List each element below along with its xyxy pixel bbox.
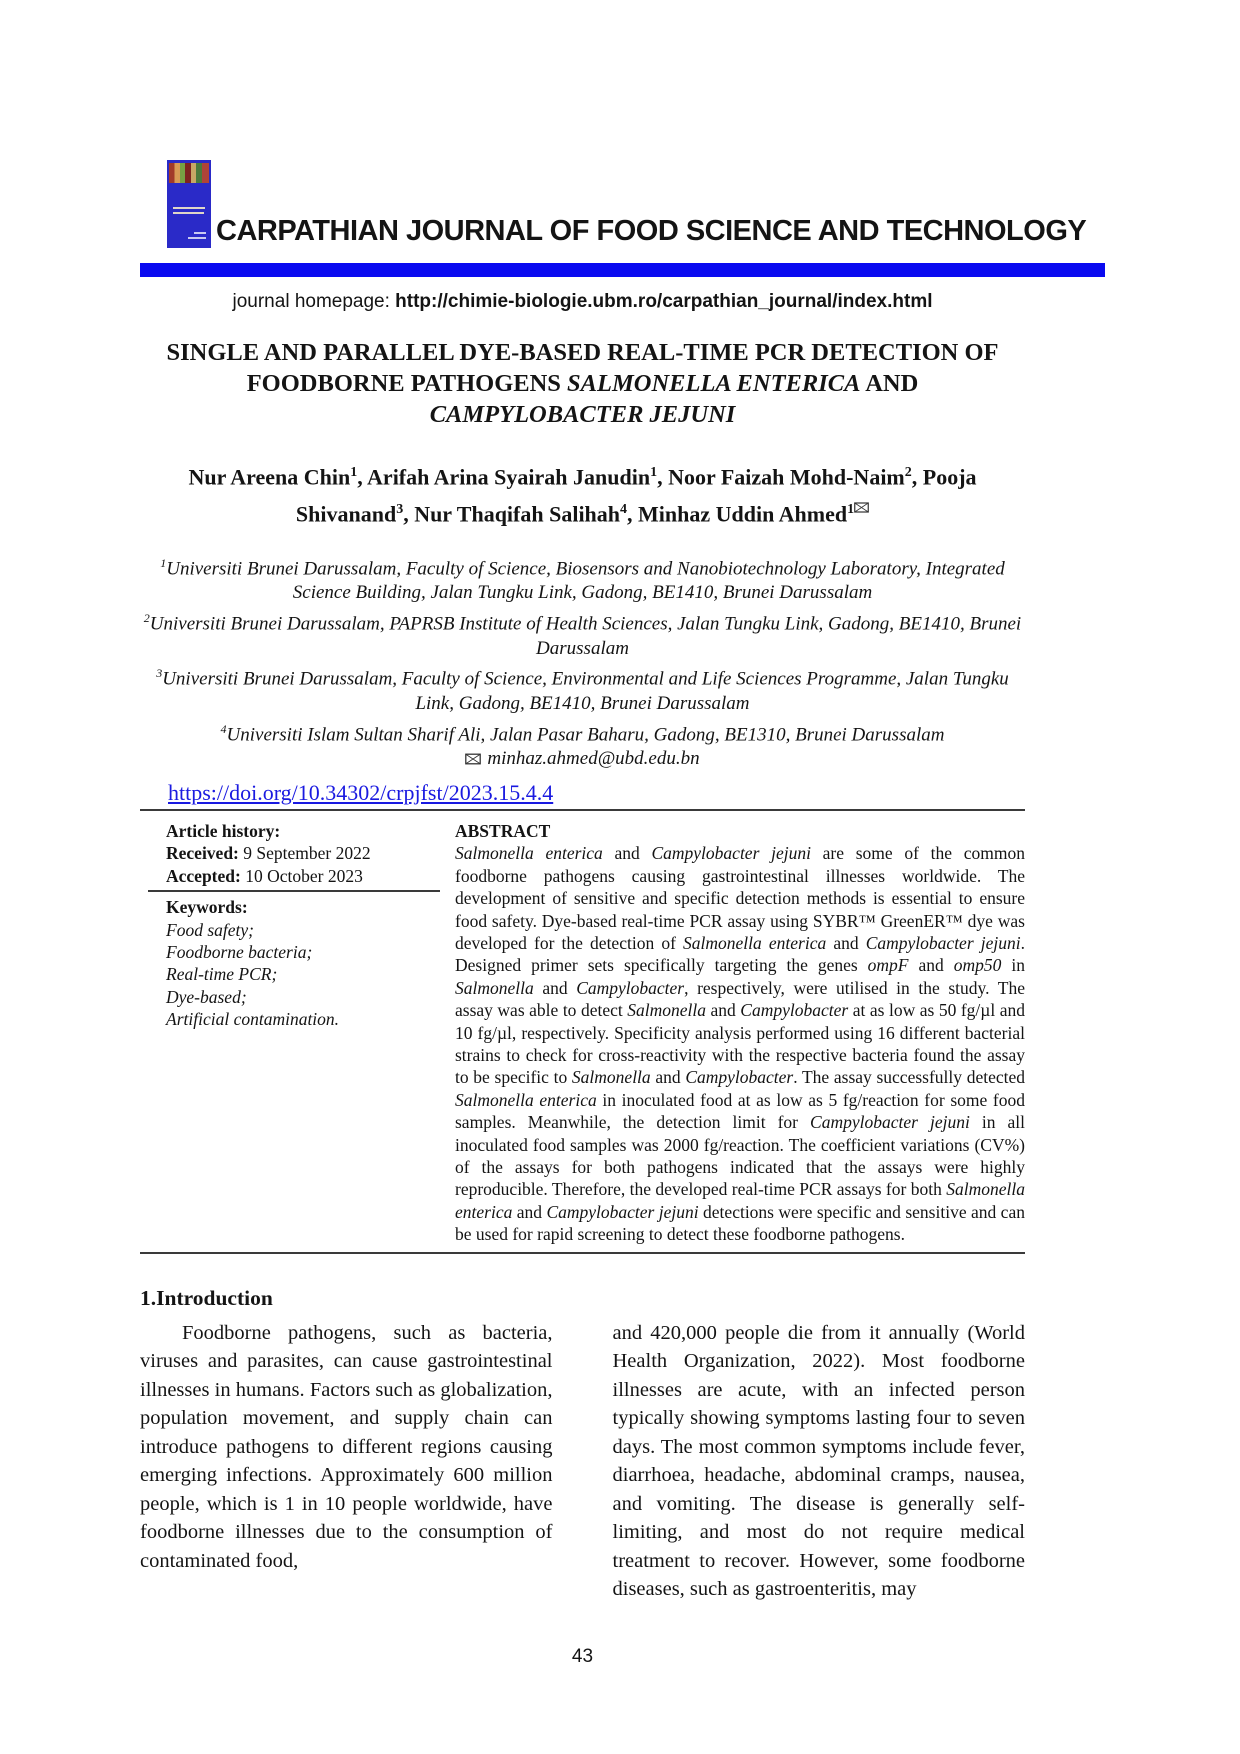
- journal-cover-thumbnail: [167, 160, 211, 248]
- author-affiliation-mark: 1: [350, 465, 358, 480]
- affiliation-2: [140, 606, 1025, 661]
- corresponding-email-line: [140, 747, 1025, 772]
- affiliation-1: [140, 551, 1025, 606]
- affiliation-mark: 1: [160, 555, 167, 570]
- affiliation-mark: 2: [143, 610, 150, 625]
- author-affiliation-mark: 4: [620, 502, 628, 518]
- introduction-section: [140, 1286, 1025, 1604]
- cover-photo-strip: [169, 163, 209, 183]
- article-title-species-2: CAMPYLOBACTER JEJUNI: [429, 401, 736, 428]
- document-page: [140, 0, 1087, 1668]
- article-title-line1: SINGLE AND PARALLEL DYE-BASED REAL-TIME PCR DETECTION OF: [166, 339, 999, 366]
- author-name: Noor Faizah Mohd-Naim: [668, 464, 905, 490]
- keywords-heading: Keywords:: [166, 897, 248, 918]
- corresponding-author-envelope-icon: [854, 502, 869, 517]
- keyword-item: Food safety;: [166, 919, 254, 940]
- author-separator: ,: [403, 501, 415, 527]
- author-separator: ,: [911, 464, 923, 490]
- author-list: [160, 456, 1005, 531]
- abstract-text: Salmonella enterica and Campylobacter jejuni are some of the common foodborne pathogens causing gastrointestinal illnesses worldwide. The development of sensitive and specific detection methods is essential to ensure food safety. Dye-based real-time PCR assay using SYBR™ GreenER™ dye was developed for the detection of Salmonella enterica and Campylobacter jejuni. Designed primer sets specifically targeting the genes ompF and omp50 in Salmonella and Campylobacter, respectively, were utilised in the study. The assay was able to detect Salmonella and Campylobacter at as low as 50 fg/µl and 10 fg/µl, respectively. Specificity analysis performed using 16 different bacterial strains to check for cross-reactivity with the respective bacteria found the assay to be specific to Salmonella and Campylobacter. The assay successfully detected Salmonella enterica in inoculated food at as low as 5 fg/reaction for some food samples. Meanwhile, the detection limit for Campylobacter jejuni in all inoculated food samples was 2000 fg/reaction. The coefficient variations (CV%) of the assays for both pathogens indicated that the assays were highly reproducible. Therefore, the developed real-time PCR assays for both Salmonella enterica and Campylobacter jejuni detections were specific and sensitive and can be used for rapid screening to detect these foodborne pathogens.: [455, 843, 1025, 1245]
- author-affiliation-mark: 3: [396, 502, 404, 518]
- cover-title-line: [173, 212, 204, 214]
- intro-right-column: and 420,000 people die from it annually (World Health Organization, 2022). Most foodborne illnesses are acute, with an infected person typically showing symptoms lasting four to seven days. The most common symptoms include fever, diarrhoea, headache, abdominal cramps, nausea, and vomiting. The disease is generally self-limiting, and most do not require medical treatment to recover. However, some foodborne diseases, such as gastroenteritis, may: [612, 1321, 1025, 1601]
- doi-line: [168, 780, 1025, 806]
- article-title-line2: FOODBORNE PATHOGENS: [246, 370, 568, 397]
- affiliation-4: [140, 717, 1025, 748]
- article-title-line2-end: AND: [860, 370, 919, 397]
- cover-footer-line: [194, 232, 206, 234]
- two-column-body: [140, 1319, 1025, 1604]
- journal-homepage-line: [140, 291, 1025, 313]
- article-title-species-1: SALMONELLA ENTERICA: [567, 370, 861, 397]
- author-separator: ,: [357, 464, 368, 490]
- keyword-item: Dye-based;: [166, 986, 247, 1007]
- article-history-column: [140, 818, 440, 1246]
- accepted-label: Accepted:: [166, 865, 241, 886]
- received-date: 9 September 2022: [238, 843, 371, 864]
- page-number: 43: [571, 1645, 594, 1667]
- cover-title-line: [173, 207, 205, 209]
- author-affiliation-mark: 2: [904, 465, 912, 480]
- accepted-line: [166, 865, 440, 887]
- article-meta-table: [140, 818, 1025, 1246]
- author-affiliation-mark: 1: [847, 502, 855, 518]
- history-keywords-divider: [148, 890, 440, 892]
- affiliation-mark: 3: [156, 666, 163, 681]
- doi-link[interactable]: https://doi.org/10.34302/crpjfst/2023.15.4.4: [168, 779, 554, 805]
- homepage-label: journal homepage:: [232, 291, 396, 312]
- homepage-url-link[interactable]: http://chimie-biologie.ubm.ro/carpathian_journal/index.html: [395, 291, 933, 312]
- received-line: [166, 842, 440, 864]
- header-divider-bar: [140, 263, 1105, 277]
- affiliations: [140, 551, 1025, 772]
- affiliation-mark: 4: [220, 721, 227, 736]
- affiliation-3: [140, 661, 1025, 716]
- accepted-date: 10 October 2023: [240, 865, 363, 886]
- journal-header: [167, 160, 1087, 248]
- affiliation-text: Universiti Brunei Darussalam, Faculty of Science, Environmental and Life Sciences Programme, Jalan Tungku Link, Gadong, BE1410, Brunei Darussalam: [162, 668, 1009, 715]
- abstract-column: [440, 818, 1025, 1246]
- received-label: Received:: [166, 843, 239, 864]
- author-name: Nur Areena Chin: [188, 464, 351, 490]
- author-affiliation-mark: 1: [650, 465, 658, 480]
- affiliation-text: Universiti Islam Sultan Sharif Ali, Jalan Pasar Baharu, Gadong, BE1310, Brunei Darussalam: [226, 723, 945, 745]
- abstract-heading: ABSTRACT: [455, 820, 551, 841]
- article-history-heading: Article history:: [166, 820, 281, 841]
- journal-title: CARPATHIAN JOURNAL OF FOOD SCIENCE AND TECHNOLOGY: [216, 215, 1087, 247]
- affiliation-text: Universiti Brunei Darussalam, PAPRSB Institute of Health Sciences, Jalan Tungku Link, Gadong, BE1410, Brunei Darussalam: [149, 613, 1022, 659]
- divider-above-abstract: [140, 809, 1025, 811]
- author-name: Arifah Arina Syairah Janudin: [367, 464, 651, 490]
- keyword-item: Real-time PCR;: [166, 964, 278, 985]
- keyword-item: Artificial contamination.: [166, 1009, 340, 1030]
- corresponding-email-link[interactable]: minhaz.ahmed@ubd.edu.bn: [487, 748, 700, 770]
- article-title: [140, 337, 1025, 430]
- keyword-item: Foodborne bacteria;: [166, 942, 313, 962]
- cover-footer-line: [188, 237, 206, 239]
- author-name: Minhaz Uddin Ahmed: [638, 501, 848, 527]
- author-separator: ,: [657, 464, 669, 490]
- author-separator: ,: [627, 501, 639, 527]
- introduction-heading: 1.Introduction: [140, 1285, 273, 1310]
- divider-below-abstract: [140, 1252, 1025, 1254]
- author-name: Nur Thaqifah Salihah: [414, 501, 621, 527]
- author-name: Pooja Shivanand: [295, 464, 977, 527]
- email-envelope-icon: [465, 749, 481, 770]
- affiliation-text: Universiti Brunei Darussalam, Faculty of Science, Biosensors and Nanobiotechnology Laboratory, Integrated Science Building, Jalan Tungku Link, Gadong, BE1410, Brunei Darussalam: [166, 557, 1005, 604]
- intro-left-column: Foodborne pathogens, such as bacteria, viruses and parasites, can cause gastrointestinal illnesses in humans. Factors such as globalization, population movement, and supply chain can introduce pathogens to different regions causing emerging infections. Approximately 600 million people, which is 1 in 10 people worldwide, have foodborne illnesses due to the consumption of contaminated food,: [140, 1321, 553, 1572]
